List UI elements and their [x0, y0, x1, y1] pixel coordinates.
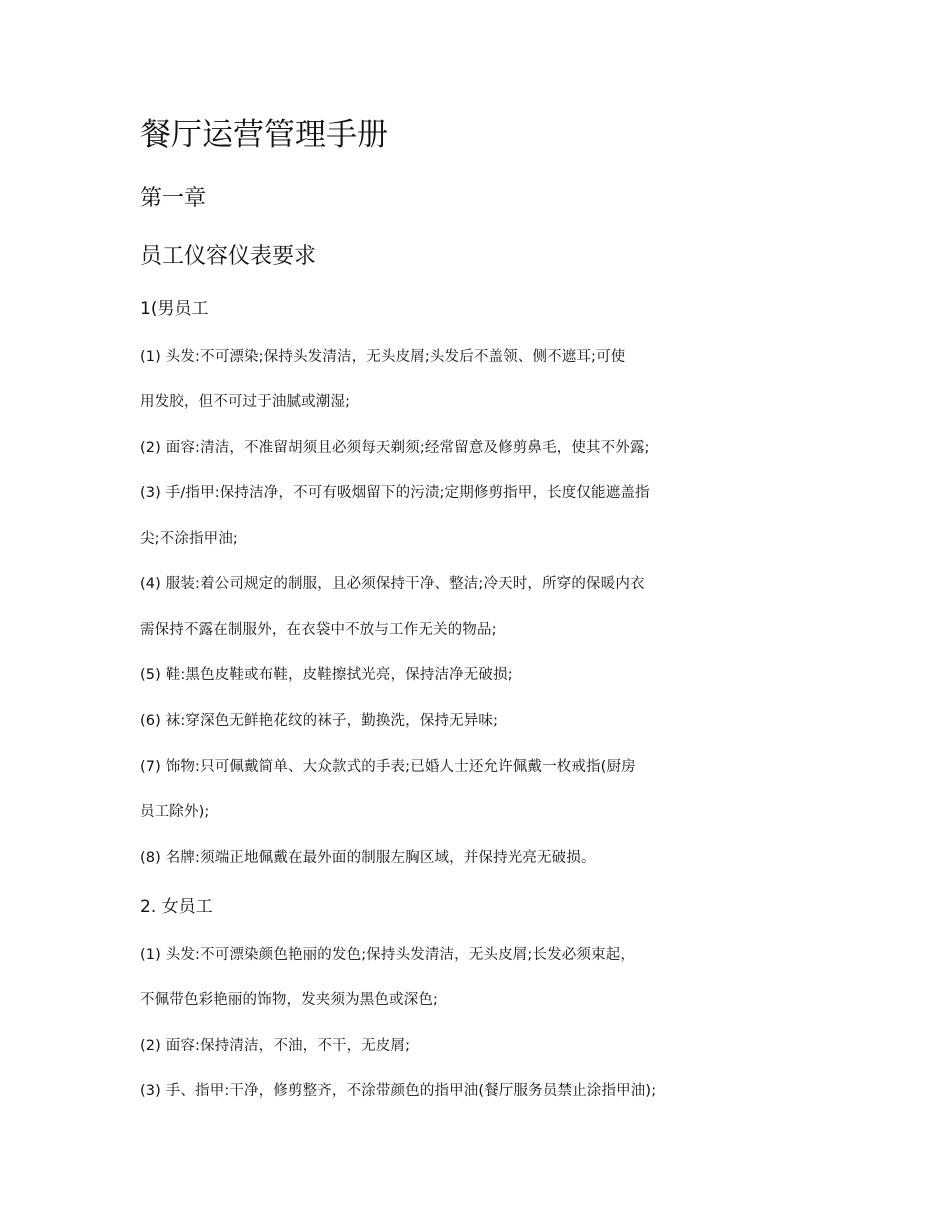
male-staff-heading: 1(男员工: [140, 299, 209, 319]
male-rule-line: (6) 袜:穿深色无鲜艳花纹的袜子，勤换洗，保持无异味;: [140, 713, 499, 729]
female-rule-line: (1) 头发:不可漂染颜色艳丽的发色;保持头发清洁，无头皮屑;长发必须束起，: [140, 947, 636, 963]
male-rule-line: 员工除外);: [140, 804, 210, 820]
female-rule-line: (2) 面容:保持清洁，不油，不干，无皮屑;: [140, 1038, 411, 1054]
male-rule-line: (1) 头发:不可漂染;保持头发清洁，无头皮屑;头发后不盖领、侧不遮耳;可使: [140, 349, 626, 365]
male-rule-line: (5) 鞋:黑色皮鞋或布鞋，皮鞋擦拭光亮，保持洁净无破损;: [140, 667, 513, 683]
male-rule-line: 需保持不露在制服外，在衣袋中不放与工作无关的物品;: [140, 622, 497, 638]
document-title: 餐厅运营管理手册: [140, 117, 388, 153]
male-rule-line: (8) 名牌:须端正地佩戴在最外面的制服左胸区域，并保持光亮无破损。: [140, 850, 596, 866]
section-heading: 员工仪容仪表要求: [140, 244, 317, 269]
female-staff-heading: 2. 女员工: [140, 897, 213, 917]
male-rule-line: (2) 面容:清洁，不准留胡须且必须每天剃须;经常留意及修剪鼻毛，使其不外露;: [140, 440, 650, 456]
male-rule-line: (3) 手/指甲:保持洁净，不可有吸烟留下的污渍;定期修剪指甲，长度仅能遮盖指: [140, 485, 650, 501]
female-rule-line: 不佩带色彩艳丽的饰物，发夹须为黑色或深色;: [140, 992, 439, 1008]
female-rule-line: (3) 手、指甲:干净，修剪整齐，不涂带颜色的指甲油(餐厅服务员禁止涂指甲油);: [140, 1083, 657, 1099]
chapter-heading: 第一章: [140, 186, 207, 211]
male-rule-line: (4) 服装:着公司规定的制服，且必须保持干净、整洁;冷天时，所穿的保暖内衣: [140, 576, 645, 592]
male-rule-line: 用发胶，但不可过于油腻或潮湿;: [140, 394, 351, 410]
male-rule-line: (7) 饰物:只可佩戴简单、大众款式的手表;已婚人士还允许佩戴一枚戒指(厨房: [140, 759, 636, 775]
male-rule-line: 尖;不涂指甲油;: [140, 531, 238, 547]
